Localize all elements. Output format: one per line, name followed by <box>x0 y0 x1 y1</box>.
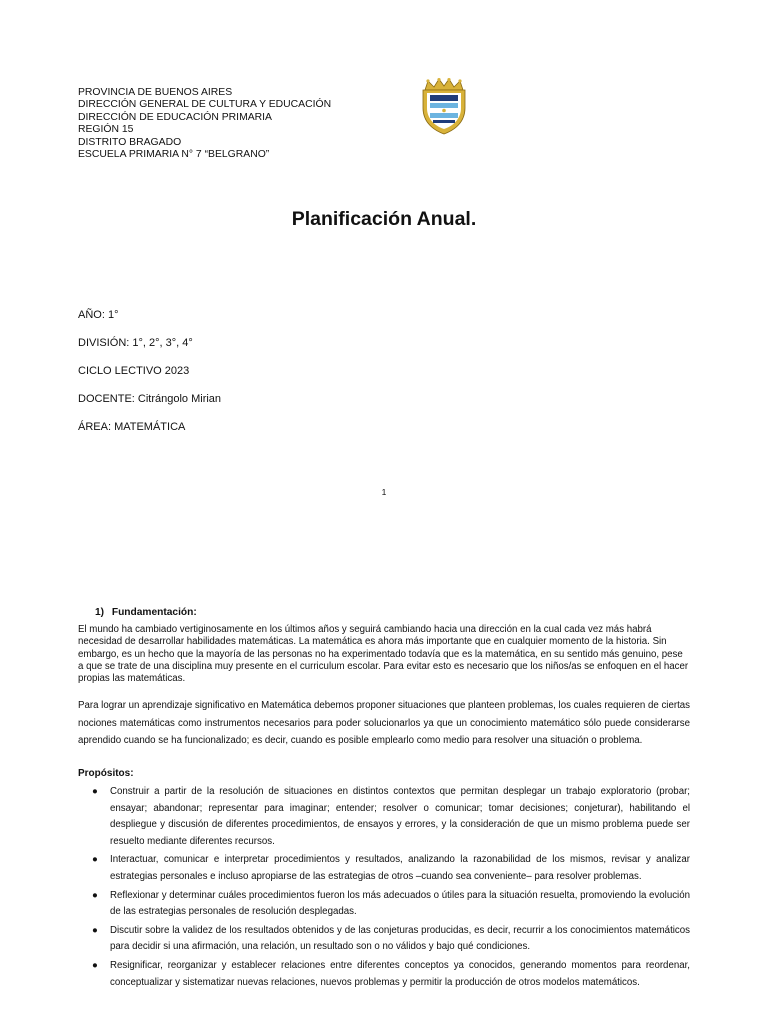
list-item <box>92 784 690 850</box>
list-item-text: Interactuar, comunicar e interpretar procedimientos y resultados, analizando la razonabilidad de los mismos, revisar y analizar estrategias personales e incluso apropiarse de las estrategias de otros –cuando sea conveniente– para resolver problemas. <box>110 854 690 882</box>
list-item-text: Construir a partir de la resolución de situaciones en distintos contextos que permitan desplegar un trabajo exploratorio (probar; ensayar; abandonar; representar para imaginar; entender; resolver o comunicar; tomar decisiones; conjeturar), habilitando el despliegue y discusión de diferentes procedimientos, de ensayos y errores, y la consideración de que un mismo problema puede ser resuelto mediante diferentes recursos. <box>110 786 690 847</box>
list-item <box>92 923 690 956</box>
list-item <box>92 852 690 885</box>
page-number: 1 <box>381 487 387 497</box>
fundamentacion-paragraph-2: Para lograr un aprendizaje significativo en Matemática debemos proponer situaciones que planteen problemas, los cuales requieren de ciertas nociones matemáticas como instrumentos necesarios para poder solucionarlos ya que un conocimiento matemático sólo puede considerarse aprendido cuando se ha funcionalizado; es decir, cuando es posible emplearlo como medio para resolver una situación o problema. <box>78 700 690 746</box>
section-heading-label: Fundamentación: <box>111 607 197 618</box>
meta-division: DIVISIÓN: 1°, 2°, 3°, 4° <box>78 337 193 349</box>
school-crest-icon <box>418 78 470 136</box>
bullet-icon: ● <box>92 924 98 936</box>
document-title: Planificación Anual. <box>291 208 477 230</box>
header-line-escuela: ESCUELA PRIMARIA N° 7 “BELGRANO” <box>78 149 270 161</box>
bullet-icon: ● <box>92 959 98 971</box>
header-line-province: PROVINCIA DE BUENOS AIRES <box>78 87 233 98</box>
list-item-text: Discutir sobre la validez de los resultados obtenidos y de las conjeturas producidas, es decir, recurrir a los conocimientos matemáticos para decidir si una afirmación, una relación, un resultado son o no válidos y bajo qué condiciones. <box>110 924 690 953</box>
meta-anio: AÑO: 1° <box>78 309 119 321</box>
section-heading-fundamentacion <box>95 607 197 618</box>
bullet-icon: ● <box>92 854 98 866</box>
meta-area: ÁREA: MATEMÁTICA <box>78 421 186 433</box>
bullet-icon: ● <box>92 786 98 797</box>
list-item-text: Reflexionar y determinar cuáles procedimientos fueron los más adecuados o útiles para la situación resuelta, promoviendo la evolución de las estrategias personales de resolución desplegadas. <box>110 889 690 918</box>
propositos-heading: Propósitos: <box>78 768 134 779</box>
list-item <box>92 958 690 991</box>
list-item-text: Resignificar, reorganizar y establecer relaciones entre diferentes conceptos ya conocidos, generando momentos para reordenar, conceptualizar y sistematizar nuevas relaciones, nuevos problemas y permitir la producción de otros modelos matemáticos. <box>110 959 690 988</box>
header-line-direccion-primaria: DIRECCIÓN DE EDUCACIÓN PRIMARIA <box>78 111 272 123</box>
header-line-direccion-general: DIRECCIÓN GENERAL DE CULTURA Y EDUCACIÓN <box>78 99 332 111</box>
meta-docente: DOCENTE: Citrángolo Mirian <box>78 393 222 405</box>
header-line-distrito: DISTRITO BRAGADO <box>78 136 182 148</box>
header-line-region: REGIÓN 15 <box>78 124 134 136</box>
section-number: 1) <box>95 607 105 618</box>
propositos-list <box>92 784 690 993</box>
bullet-icon: ● <box>92 889 98 901</box>
institution-header <box>78 87 331 161</box>
fundamentacion-paragraph-1: El mundo ha cambiado vertiginosamente en los últimos años y seguirá cambiando hacia una dirección en la cual cada vez más habrá necesidad de desarrollar habilidades matemáticas. La matemática es ahora más importante que en cualquier momento de la historia. Sin embargo, es un hecho que la mayoría de las personas no ha experimentado todavía que es la matemática, en su sentido más genuino, pese a que se trate de una disciplina muy presente en el curriculum escolar. Para evitar esto es necesario que los niños/as se enfoquen en el hacer propias las matemáticas. <box>78 624 689 685</box>
meta-ciclo-lectivo: CICLO LECTIVO 2023 <box>78 365 190 377</box>
list-item <box>92 888 690 921</box>
